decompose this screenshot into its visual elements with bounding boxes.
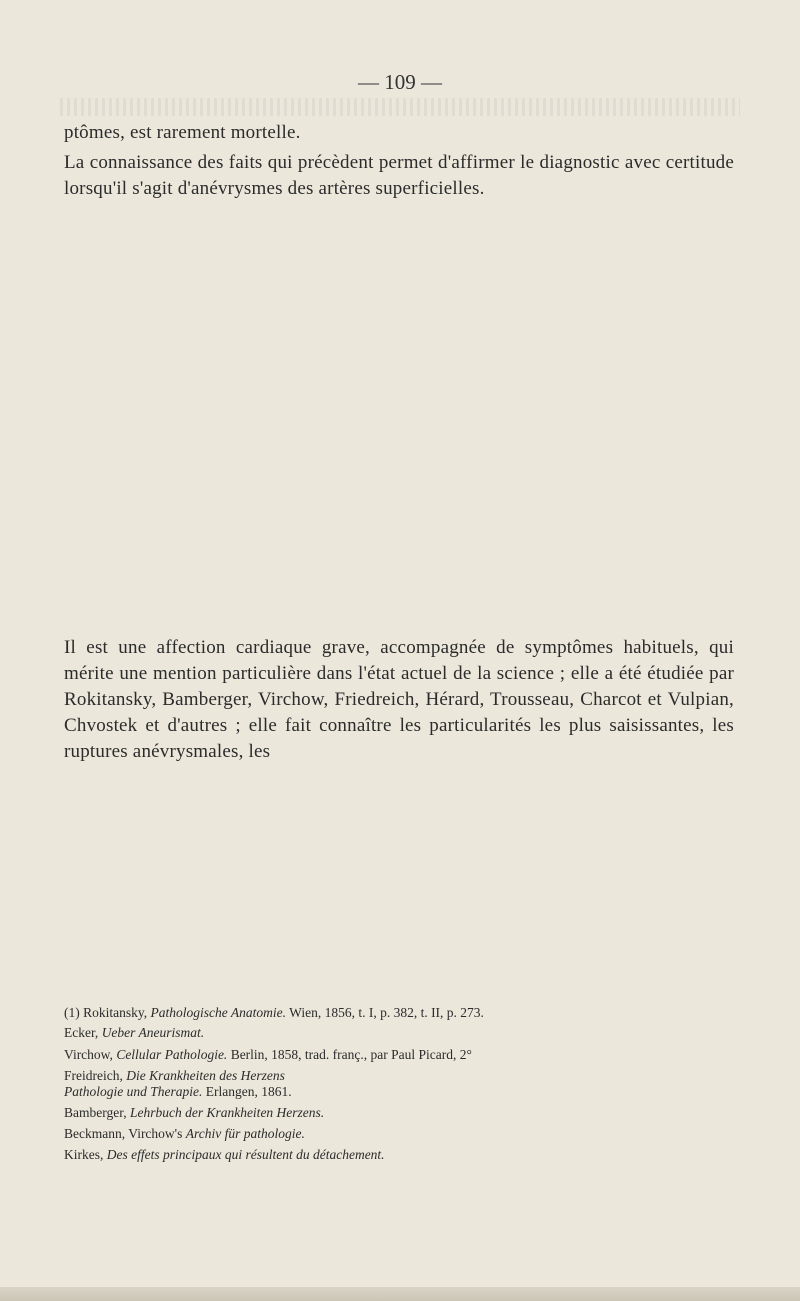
footnote-rokitansky bbox=[64, 1005, 734, 1021]
footnote-author: Bamberger, bbox=[64, 1105, 127, 1120]
footnote-pub: Wien, 1856, t. I, p. 382, t. II, p. 273. bbox=[289, 1005, 484, 1020]
continued-line: ptômes, est rarement mortelle. bbox=[64, 122, 301, 143]
footnote-title: Cellular Pathologie. bbox=[116, 1047, 228, 1062]
paragraph-affection bbox=[64, 635, 734, 765]
footnote-title-2: Pathologie und Therapie. bbox=[64, 1084, 203, 1099]
footnote-virchow bbox=[64, 1047, 734, 1063]
footnote-pub: Berlin, 1858, trad. franç., par Paul Picard, 2° bbox=[230, 1047, 472, 1062]
footnote-friedreich bbox=[64, 1068, 734, 1100]
footnote-pub: Erlangen, 1861. bbox=[205, 1084, 292, 1099]
footnote-author: Rokitansky, bbox=[83, 1005, 148, 1020]
footnote-title: Die Krankheiten des Herzens bbox=[126, 1068, 285, 1083]
list-title-text: La connaissance des faits qui précèdent permet d'affirmer le diagnostic avec certitude lorsqu'il s'agit d'anévrysmes des artères superficielles. bbox=[64, 152, 734, 199]
footnote-author: Virchow, bbox=[64, 1047, 113, 1062]
footnote-marker: (1) bbox=[64, 1005, 80, 1020]
footnote-author: Beckmann, bbox=[64, 1126, 126, 1141]
footnote-author: Freidreich, bbox=[64, 1068, 123, 1083]
bleed-through-band bbox=[60, 98, 740, 116]
paragraph-continued bbox=[64, 120, 734, 146]
footnote-ref: Virchow's bbox=[128, 1126, 183, 1141]
footnote-block bbox=[64, 1047, 734, 1163]
footnote-ecker bbox=[64, 1025, 734, 1041]
scan-edge bbox=[0, 1287, 800, 1301]
footnote-kirkes bbox=[64, 1147, 734, 1163]
footnote-title: Ueber Aneurismat. bbox=[101, 1025, 205, 1040]
footnote-bamberger bbox=[64, 1105, 734, 1121]
footnote-beckmann bbox=[64, 1126, 734, 1142]
footnote-title: Des effets principaux qui résultent du détachement. bbox=[106, 1147, 385, 1162]
footnote-title: Pathologische Anatomie. bbox=[150, 1005, 286, 1020]
page-number: — 109 — bbox=[358, 70, 442, 94]
footnote-author: Kirkes, bbox=[64, 1147, 104, 1162]
footnotes bbox=[64, 1005, 734, 1168]
paragraph-list-title bbox=[64, 150, 734, 202]
affection-text: Il est une affection cardiaque grave, accompagnée de symptômes habituels, qui mérite une mention particulière dans l'état actuel de la science ; elle a été étudiée par Rokitansky, Bamberger, Virchow, Friedreich, Hérard, Trousseau, Charcot et Vulpian, Chvostek et d'autres ; elle fait connaître les particularités les plus saisissantes, les ruptures anévrysmales, les bbox=[64, 637, 734, 762]
footnote-title: Lehrbuch der Krankheiten Herzens. bbox=[129, 1105, 325, 1120]
footnote-title: Archiv für pathologie. bbox=[185, 1126, 305, 1141]
footnote-author: Ecker, bbox=[64, 1025, 99, 1040]
